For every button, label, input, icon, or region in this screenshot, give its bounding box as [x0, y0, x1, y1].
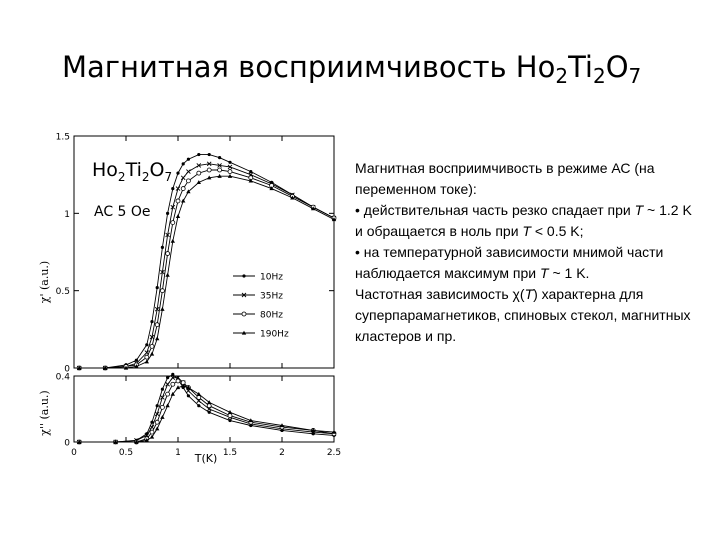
data-point-imag-80hz — [150, 430, 154, 434]
note-intro: Магнитная восприимчивость в режиме АС (на переменном токе): — [355, 160, 655, 197]
data-point-imag-80hz — [160, 405, 164, 409]
data-point-real-190hz — [160, 307, 164, 311]
data-point-imag-190hz — [160, 415, 164, 419]
data-point-real-80hz — [145, 355, 149, 359]
data-point-real-35hz — [181, 176, 185, 180]
data-point-real-80hz — [228, 170, 232, 174]
legend-marker-10hz — [242, 274, 245, 277]
data-point-real-80hz — [150, 344, 154, 348]
x-tick-label: 0 — [71, 448, 77, 458]
x-tick-label: 0.5 — [118, 448, 134, 458]
data-point-real-10hz — [228, 161, 231, 164]
data-point-real-80hz — [207, 168, 211, 172]
data-point-real-80hz — [166, 252, 170, 256]
data-point-real-10hz — [208, 153, 211, 156]
slide-title: Магнитная восприимчивость $Ho_2Ti_2O_7$ — [62, 50, 642, 88]
note-imag-part: • на температурной зависимости мнимой части наблюдается максимум при T ~ 1 K. — [355, 244, 664, 281]
data-point-imag-10hz — [228, 419, 231, 422]
data-point-real-190hz — [171, 239, 175, 243]
series-line-real-10hz — [79, 155, 334, 368]
data-point-real-190hz — [155, 336, 159, 340]
data-point-real-10hz — [182, 162, 185, 165]
data-point-imag-10hz — [208, 411, 211, 414]
data-point-real-190hz — [165, 273, 169, 277]
data-point-real-190hz — [150, 352, 154, 356]
data-point-real-80hz — [171, 221, 175, 225]
y-tick-label-real: 0.5 — [55, 287, 70, 298]
y-tick-label-real: 1 — [64, 209, 70, 220]
series-line-imag-80hz — [79, 381, 334, 442]
data-point-imag-80hz — [176, 379, 180, 383]
field-annotation: AC 5 Oe — [94, 204, 151, 220]
data-point-real-190hz — [176, 214, 180, 218]
data-point-imag-190hz — [165, 403, 169, 407]
data-point-real-80hz — [155, 323, 159, 327]
y-axis-label-imag: χ'' (a.u.) — [38, 390, 51, 436]
data-point-imag-190hz — [197, 392, 201, 396]
data-point-real-10hz — [187, 158, 190, 161]
data-point-imag-10hz — [187, 394, 190, 397]
data-point-real-80hz — [160, 289, 164, 293]
data-point-real-10hz — [145, 343, 148, 346]
data-point-real-80hz — [197, 171, 201, 175]
data-point-real-10hz — [135, 359, 138, 362]
data-point-real-10hz — [249, 170, 252, 173]
note-real-part: • действительная часть резко спадает при T ~ 1.2 K и обращается в ноль при T < 0.5 K; — [355, 202, 692, 239]
series-line-imag-10hz — [79, 374, 334, 442]
y-tick-label-imag: 0.4 — [55, 372, 70, 383]
legend-label-190hz: 190Hz — [260, 329, 289, 340]
x-tick-label: 1 — [175, 448, 181, 458]
data-point-real-80hz — [186, 179, 190, 183]
data-point-real-80hz — [176, 199, 180, 203]
series-line-imag-35hz — [79, 378, 334, 442]
data-point-real-10hz — [218, 156, 221, 159]
data-point-real-10hz — [161, 246, 164, 249]
data-point-real-10hz — [197, 153, 200, 156]
legend-label-10hz: 10Hz — [260, 272, 283, 283]
data-point-real-10hz — [150, 320, 153, 323]
data-point-real-35hz — [186, 170, 190, 174]
data-point-imag-190hz — [155, 427, 159, 431]
x-axis-label: T(K) — [194, 452, 218, 465]
legend-label-35hz: 35Hz — [260, 291, 283, 302]
notes-text — [355, 158, 700, 347]
y-tick-label-real: 1.5 — [55, 132, 70, 143]
y-axis-label-real: χ' (a.u.) — [38, 260, 51, 304]
compound-annotation: $Ho_2Ti_2O_7$ — [92, 159, 173, 184]
note-frequency: Частотная зависимость χ(T) характерна для суперпарамагнетиков, спиновых стекол, магнитных кластеров и пр. — [355, 286, 691, 344]
series-line-imag-190hz — [79, 386, 334, 442]
data-point-imag-80hz — [166, 392, 170, 396]
data-point-imag-10hz — [166, 376, 169, 379]
series-line-real-35hz — [79, 164, 334, 368]
x-tick-label: 1.5 — [222, 448, 238, 458]
data-point-imag-80hz — [228, 414, 232, 418]
data-point-real-10hz — [171, 187, 174, 190]
data-point-imag-35hz — [166, 382, 170, 386]
data-point-real-10hz — [176, 172, 179, 175]
susceptibility-chart — [28, 126, 348, 466]
legend-marker-80hz — [242, 312, 246, 316]
data-point-real-80hz — [218, 168, 222, 172]
data-point-imag-80hz — [197, 395, 201, 399]
x-tick-label: 2.5 — [326, 448, 342, 458]
data-point-imag-10hz — [156, 404, 159, 407]
y-tick-label-imag: 0 — [64, 438, 70, 449]
data-point-real-80hz — [181, 187, 185, 191]
data-point-imag-80hz — [155, 420, 159, 424]
data-point-imag-10hz — [171, 373, 174, 376]
y-tick-label-real: 0 — [64, 364, 70, 375]
x-tick-label: 2 — [279, 448, 285, 458]
data-point-real-10hz — [166, 212, 169, 215]
legend-label-80hz: 80Hz — [260, 310, 283, 321]
data-point-imag-10hz — [197, 404, 200, 407]
data-point-real-10hz — [156, 286, 159, 289]
data-point-imag-10hz — [161, 388, 164, 391]
data-point-real-190hz — [181, 199, 185, 203]
data-point-imag-80hz — [207, 404, 211, 408]
data-point-imag-80hz — [171, 382, 175, 386]
